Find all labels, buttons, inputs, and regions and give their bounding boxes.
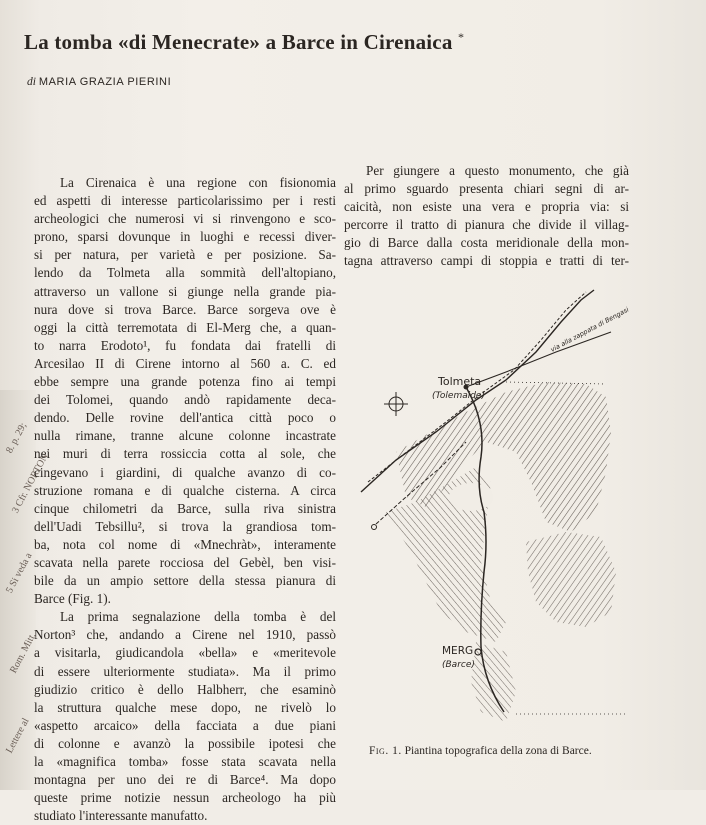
text-line: nulla rimane, tranne alcune colonne incastrate: [34, 428, 336, 444]
text-line: queste prime notizie nessun archeologo ha più: [34, 790, 336, 806]
text-line: Per giungere a questo monumento, che già: [366, 163, 629, 178]
text-line: Arcesilao II di Cirene intorno al 560 a. C. ed: [34, 355, 336, 371]
text-line: di essere ulteriormente studiata». Ma il primo: [34, 663, 336, 679]
topographic-map: [356, 282, 636, 732]
title-footnote-mark: *: [458, 30, 465, 44]
text-line: oggi la città terremotata di El-Merg che, a quan-: [34, 319, 336, 335]
author-name: MARIA GRAZIA PIERINI: [38, 76, 172, 88]
figure-number: Fig. 1.: [369, 745, 402, 757]
escarpment-hatch-east: [526, 532, 616, 627]
text-line: cinque chilometri da Barce, sulla riva sinistra: [34, 500, 336, 516]
text-line: ed aspetti di interesse particolarissimo per i resti: [34, 193, 336, 209]
author-prefix: di: [27, 76, 36, 88]
escarpment-hatch-valley: [471, 642, 516, 722]
text-line: tagna attraverso campi di stoppia e tratti di ter-: [344, 253, 629, 269]
right-text-column: [344, 162, 629, 271]
map-label-barce: (Barce): [442, 660, 475, 670]
article-title: [24, 30, 464, 55]
text-line: nura dove si trova Barce. Barce sorgeva ove è: [34, 301, 336, 317]
text-line: La prima segnalazione della tomba è del: [60, 609, 336, 625]
title-text: La tomba «di Menecrate» a Barce in Cirenaica: [24, 30, 453, 54]
paragraph-3: [344, 162, 629, 271]
author-line: [27, 76, 171, 88]
text-line: Norton³ che, andando a Cirene nel 1910, passò: [34, 627, 336, 643]
text-line: giudizio critico è dello Halbherr, che esaminò: [34, 681, 336, 697]
text-line: di colonne e avanzò la possibile ipotesi che: [34, 735, 336, 751]
figure-caption-text: Piantina topografica della zona di Barce.: [404, 745, 592, 757]
text-line: dendo. Delle rovine dell'antica città poco o: [34, 410, 336, 426]
text-line: scavata nella parete rocciosa del Gebèl, ben visi-: [34, 554, 336, 570]
text-line: lendo da Tolmeta alla sommità dell'altopiano,: [34, 265, 336, 281]
road-coast-branch: [466, 332, 611, 387]
text-line: archeologici che numerosi vi si rinvengono e sco-: [34, 211, 336, 227]
text-line: to narra Erodoto¹, fu fondata dai fratelli di: [34, 337, 336, 353]
text-line: prono, sparsi dovunque in luoghi e recessi diver-: [34, 229, 336, 245]
text-line: Barce (Fig. 1).: [34, 591, 111, 607]
map-label-tolmeta: Tolmeta: [438, 375, 482, 388]
text-line: la «magnifica tomba» fosse stata scavata nella: [34, 754, 336, 769]
text-line: cingevano i giardini, di qualche avanzo di co-: [34, 464, 336, 480]
text-line: caicità, non esiste una vera e propria via: si: [344, 199, 629, 215]
adjacent-page-edge: 8. p. 29; 3 Cfr. NORTON 5 Si veda a Rom. Mitt. Lettere al: [0, 390, 36, 790]
text-line: ebbe sempre una grande potenza fino ai tempi: [34, 374, 336, 390]
left-text-column: [34, 174, 336, 825]
text-line: bile da un ampio settore della stessa pianura di: [34, 573, 336, 589]
west-point-marker: [372, 525, 377, 530]
text-line: struzione romana e di qualche cisterna. A circa: [34, 482, 336, 498]
text-line: La Cirenaica è una regione con fisionomia: [60, 175, 336, 190]
figure-caption: [369, 745, 592, 757]
text-line: gio di Barce dalla costa meridionale della mon-: [344, 235, 629, 251]
text-line: a visitarla, giudicandola «bella» e «meritevole: [34, 645, 336, 661]
text-line: dell'Uadi Tebsillu², si trova la grandiosa tom-: [34, 518, 336, 534]
map-label-merg: MERG: [442, 645, 474, 657]
text-line: nei muri di terra rossiccia cotta al sole, che: [34, 446, 336, 462]
text-line: attraverso un vallone si giunge nella grande pia-: [34, 283, 336, 299]
text-line: la struttura qualche mese dopo, ne rivelò lo: [34, 699, 336, 715]
text-line: studiato l'interessante manufatto.: [34, 808, 208, 824]
plain-area: [449, 483, 493, 511]
text-line: si per natura, per varietà e per posizione. Sa-: [34, 247, 336, 263]
text-line: ba, nota col nome di «Mnechràt», interamente: [34, 536, 336, 552]
text-line: al primo sguardo presenta chiari segni di ar-: [344, 181, 629, 197]
paragraph-1: [34, 174, 336, 608]
text-line: dei Tolomei, quando andò rapidamente deca-: [34, 392, 336, 408]
text-line: «aspetto arcaico» della facciata a due piani: [34, 717, 336, 733]
map-label-tolemaide: (Tolemaide): [432, 391, 485, 401]
map-label-road-note: via alla zappata di Bengasi: [549, 305, 631, 354]
text-line: percorre il tratto di pianura che divide il villag-: [344, 217, 629, 233]
paragraph-2: [34, 608, 336, 825]
text-line: montagna per uno dei re di Barce⁴. Ma dopo: [34, 772, 336, 788]
